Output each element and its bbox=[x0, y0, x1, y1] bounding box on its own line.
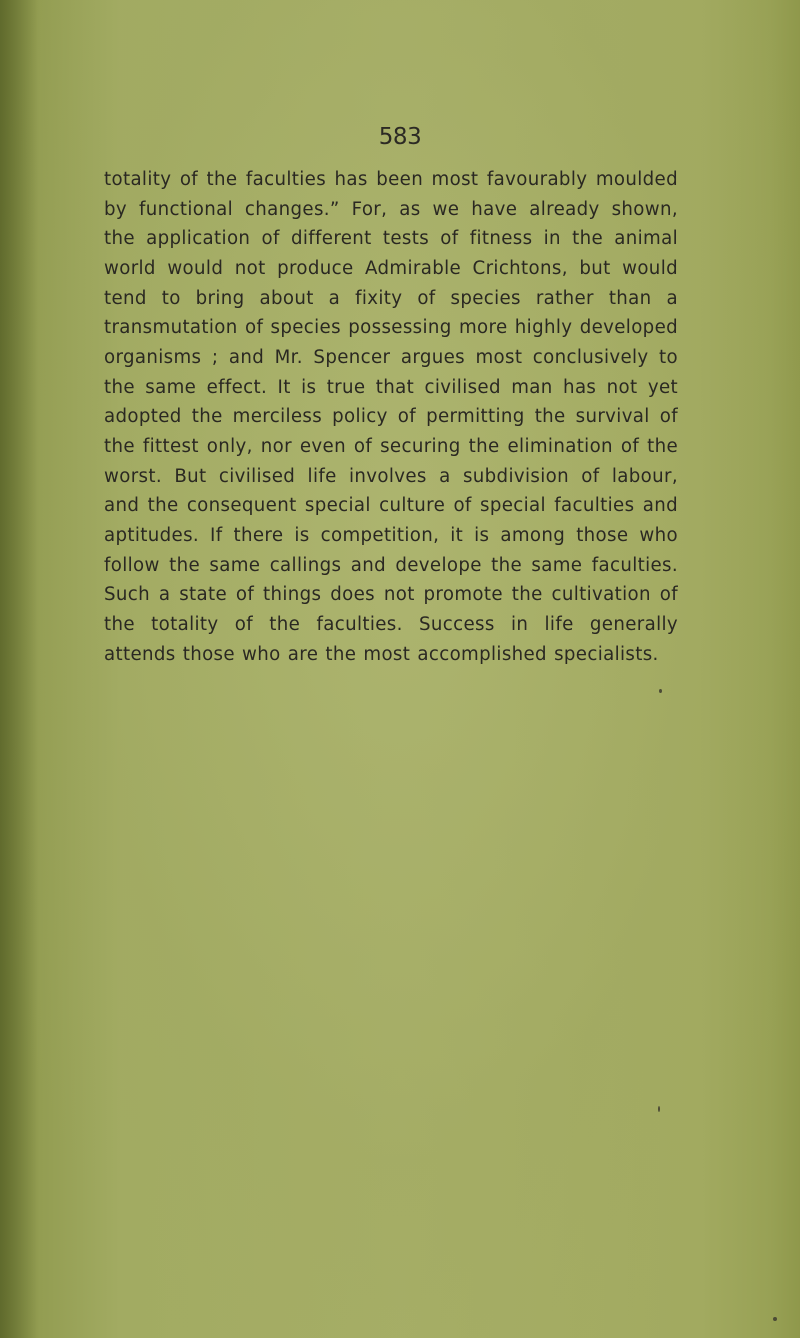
text-line: worst. But civilised life involves a subdivision of labour, bbox=[104, 465, 678, 487]
text-line: by functional changes.” For, as we have already shown, bbox=[104, 198, 678, 220]
text-line: and the consequent special culture of special faculties and bbox=[104, 495, 678, 517]
paper-speck bbox=[658, 1106, 660, 1112]
text-line: the fittest only, nor even of securing the elimination of the bbox=[104, 435, 678, 457]
text-line: transmutation of species possessing more highly developed bbox=[104, 317, 678, 339]
text-line: attends those who are the most accomplished specialists. bbox=[104, 643, 659, 665]
text-line: the totality of the faculties. Success in life generally bbox=[104, 613, 678, 635]
text-line: Such a state of things does not promote the cultivation of bbox=[104, 584, 678, 606]
body-text bbox=[104, 165, 678, 669]
text-line: adopted the merciless policy of permitting the survival of bbox=[104, 406, 678, 428]
text-line: totality of the faculties has been most favourably moulded bbox=[104, 169, 678, 190]
page-edge-shadow bbox=[0, 0, 38, 1338]
text-line: the application of different tests of fitness in the animal bbox=[104, 228, 678, 250]
text-line: world would not produce Admirable Crichtons, but would bbox=[104, 257, 678, 279]
text-line: organisms ; and Mr. Spencer argues most conclusively to bbox=[104, 346, 678, 368]
paper-speck bbox=[773, 1317, 777, 1321]
text-line: tend to bring about a fixity of species rather than a bbox=[104, 287, 678, 309]
text-line: the same effect. It is true that civilised man has not yet bbox=[104, 376, 678, 398]
text-line: follow the same callings and develope the same faculties. bbox=[104, 554, 678, 576]
paper-speck bbox=[659, 689, 662, 693]
page-number: 583 bbox=[378, 124, 422, 150]
text-line: aptitudes. If there is competition, it is among those who bbox=[104, 524, 678, 546]
